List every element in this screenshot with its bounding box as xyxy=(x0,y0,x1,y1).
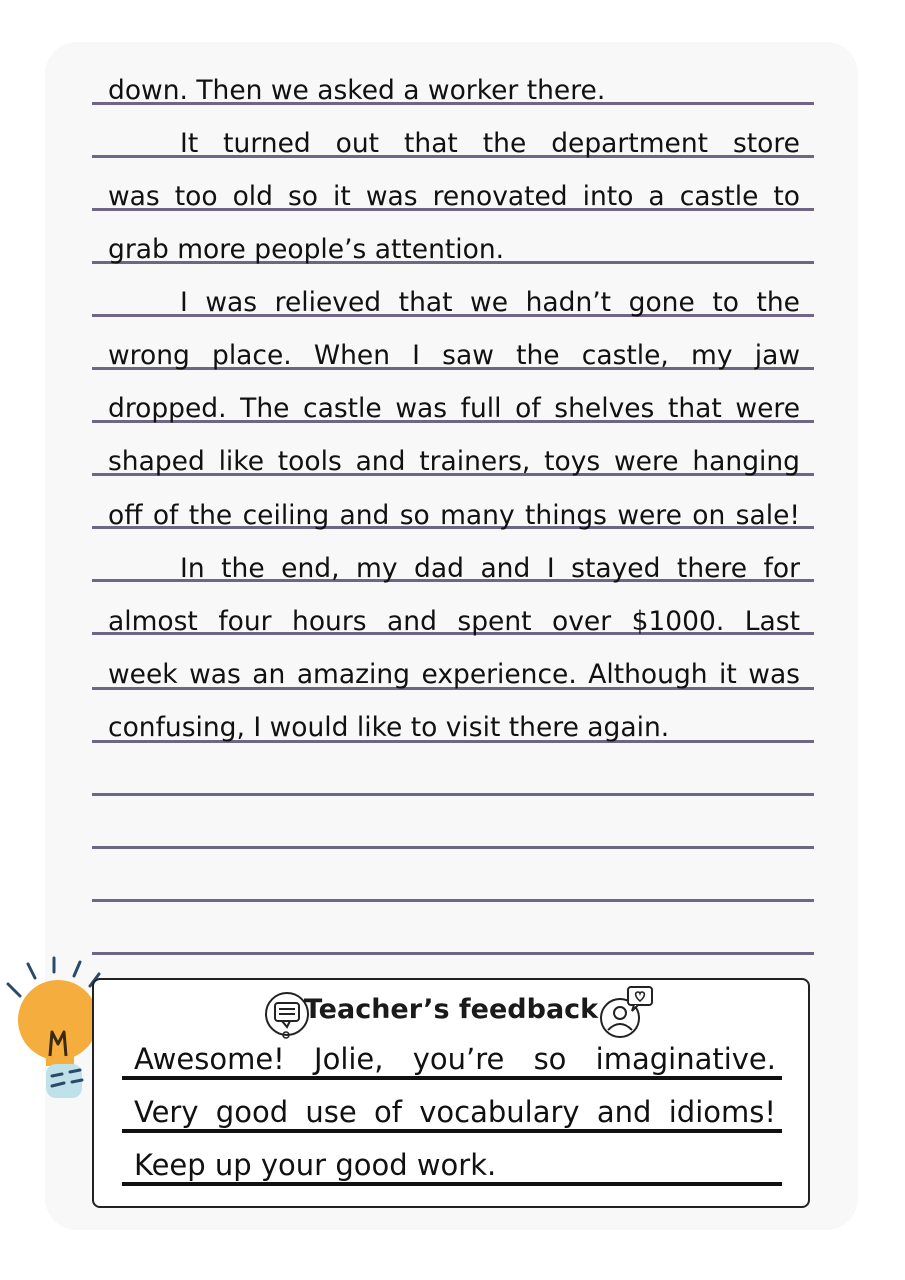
essay-line: week was an amazing experience. Although it was xyxy=(108,659,800,690)
essay-line: off of the ceiling and so many things were on sale! xyxy=(108,500,800,531)
lightbulb-icon xyxy=(2,952,102,1104)
essay-line: down. Then we asked a worker there. xyxy=(108,75,606,106)
person-heart-icon xyxy=(598,984,656,1040)
feedback-rule xyxy=(122,1076,782,1080)
essay-line: confusing, I would like to visit there again. xyxy=(108,712,670,743)
feedback-line: Awesome! Jolie, you’re so imaginative. xyxy=(134,1042,776,1076)
feedback-line: Keep up your good work. xyxy=(134,1148,497,1182)
ruled-line xyxy=(92,952,814,955)
essay-line: In the end, my dad and I stayed there for xyxy=(180,553,800,584)
feedback-rule xyxy=(122,1182,782,1186)
feedback-rule xyxy=(122,1129,782,1133)
ruled-line xyxy=(92,899,814,902)
essay-line: grab more people’s attention. xyxy=(108,234,505,265)
essay-line: wrong place. When I saw the castle, my jaw xyxy=(108,340,800,371)
essay-line: I was relieved that we hadn’t gone to the xyxy=(180,287,800,318)
essay-line: It turned out that the department store xyxy=(180,128,800,159)
ruled-line xyxy=(92,846,814,849)
feedback-line: Very good use of vocabulary and idioms! xyxy=(134,1095,776,1129)
essay-line: almost four hours and spent over $1000. Last xyxy=(108,606,800,637)
feedback-title: Teacher’s feedback xyxy=(303,994,599,1025)
essay-line: was too old so it was renovated into a castle to xyxy=(108,181,800,212)
ruled-line xyxy=(92,793,814,796)
teacher-feedback-box xyxy=(92,978,810,1208)
essay-line: dropped. The castle was full of shelves that were xyxy=(108,393,800,424)
essay-line: shaped like tools and trainers, toys were hanging xyxy=(108,446,800,477)
